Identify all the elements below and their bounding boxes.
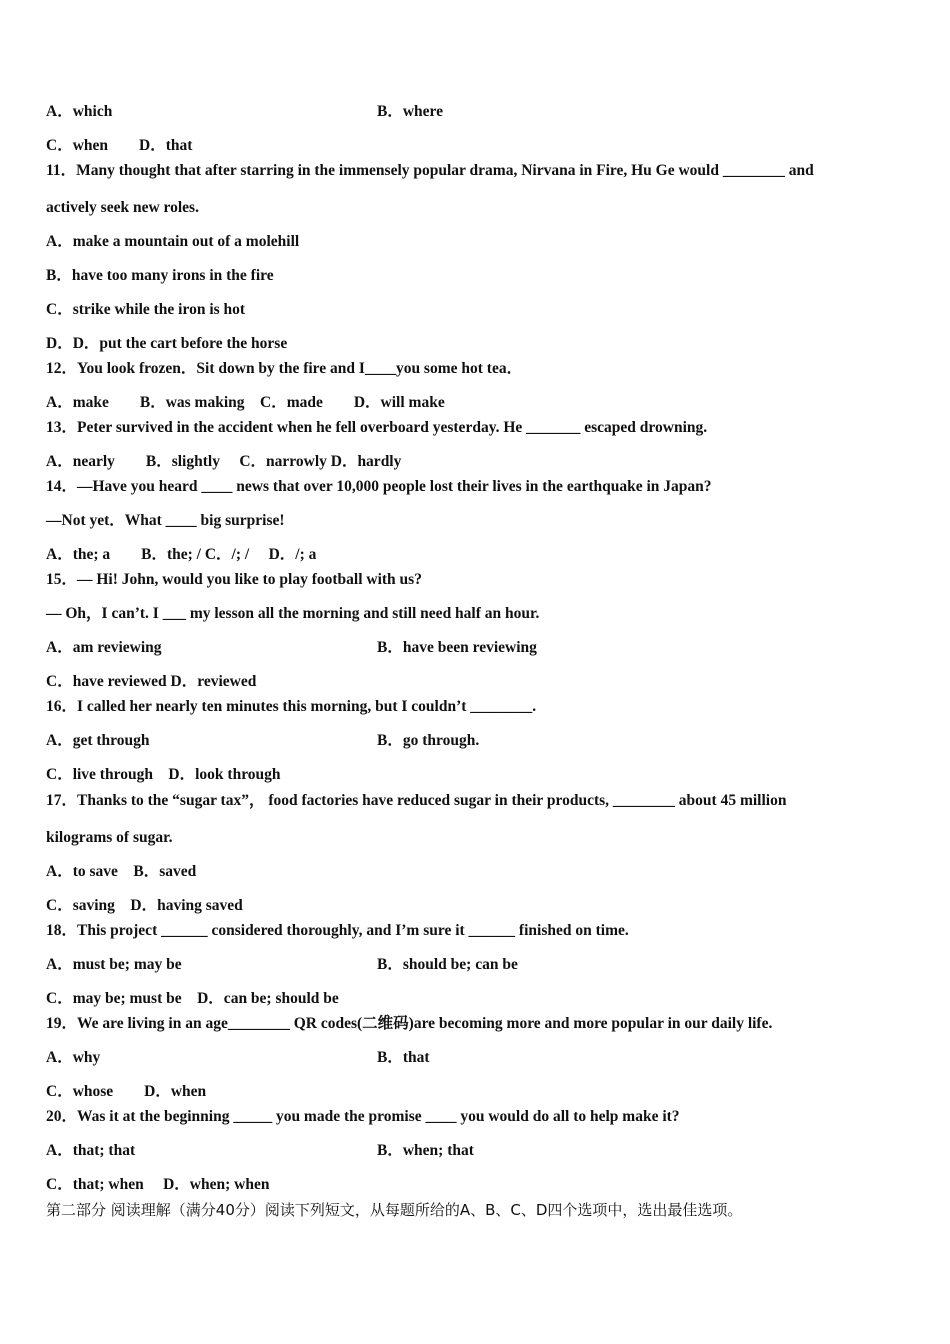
question-line [46,765,281,785]
line-text: C．have reviewed D．reviewed [46,673,257,690]
line-text: 13．Peter survived in the accident when he fell overboard yesterday. He _______ escaped drowning. [46,419,708,436]
option-right: B．that [377,1049,430,1066]
question-line [46,136,192,156]
question-line [46,921,629,941]
question-line [46,955,518,975]
line-text: 16．I called her nearly ten minutes this morning, but I couldn’t ________. [46,698,537,715]
line-text: 15．— Hi! John, would you like to play football with us? [46,571,422,588]
line-text: C．when D．that [46,137,193,154]
line-text: 11．Many thought that after starring in the immensely popular drama, Nirvana in Fire, Hu Ge would ________ and [46,162,814,179]
line-text: C．may be; must be D．can be; should be [46,990,339,1007]
line-text: A．make B．was making C．made D．will make [46,394,445,411]
option-right: B．should be; can be [377,956,518,973]
question-line [46,828,172,848]
question-line [46,1175,269,1195]
question-line [46,862,196,882]
line-text: 18．This project ______ considered thoroughly, and I’m sure it ______ finished on time. [46,922,629,939]
line-text: A．am reviewing [46,639,162,656]
question-line [46,604,539,624]
question-line [46,393,445,413]
question-line [46,511,285,531]
line-text: C．strike while the iron is hot [46,301,246,318]
line-text: D．D．put the cart before the horse [46,335,288,352]
option-right: B．when; that [377,1142,474,1159]
question-line [46,418,707,438]
question-line [46,334,287,354]
question-line [46,1014,772,1034]
option-right: B．where [377,103,444,120]
question-line [46,1141,474,1161]
question-line [46,731,480,751]
line-text: 12．You look frozen．Sit down by the fire and I____you some hot tea． [46,360,523,377]
line-text: C．whose D．when [46,1083,207,1100]
line-text: C．saving D．having saved [46,897,243,914]
question-line [46,791,786,811]
line-text: —Not yet．What ____ big surprise! [46,512,285,529]
line-text: A．make a mountain out of a molehill [46,233,300,250]
line-text: A．which [46,103,113,120]
question-line [46,161,814,181]
line-text: — Oh，I can’t. I ___ my lesson all the morning and still need half an hour. [46,605,540,622]
line-text: A．that; that [46,1142,136,1159]
question-line [46,477,712,497]
line-text: kilograms of sugar. [46,829,173,846]
line-text: C．that; when D．when; when [46,1176,270,1193]
question-line [46,1082,206,1102]
question-line [46,672,256,692]
line-text: A．why [46,1049,101,1066]
question-line [46,1048,430,1068]
question-line [46,266,274,286]
question-line [46,452,401,472]
question-line [46,359,522,379]
line-text: C．live through D．look through [46,766,281,783]
question-line [46,697,536,717]
section-heading [46,1200,742,1220]
line-text: A．must be; may be [46,956,182,973]
option-right: B．go through. [377,732,480,749]
question-line [46,1107,680,1127]
option-right: B．have been reviewing [377,639,537,656]
question-line [46,896,243,916]
line-text: 第二部分 阅读理解（满分40分）阅读下列短文，从每题所给的A、B、C、D四个选项中，选出最佳选项。 [46,1201,743,1219]
question-line [46,989,339,1009]
line-text: 20．Was it at the beginning _____ you made the promise ____ you would do all to help make it? [46,1108,680,1125]
line-text: A．the; a B．the; / C．/; / D．/; a [46,546,317,563]
line-text: A．get through [46,732,150,749]
line-text: 14．—Have you heard ____ news that over 10,000 people lost their lives in the earthquake in Japan? [46,478,712,495]
question-line [46,198,199,218]
question-line [46,638,537,658]
line-text: actively seek new roles. [46,199,199,216]
line-text: A．to save B．saved [46,863,197,880]
question-line [46,102,444,122]
line-text: 17．Thanks to the “sugar tax”， food factories have reduced sugar in their products, ________ about 45 million [46,792,787,809]
question-line [46,545,316,565]
line-text: B．have too many irons in the fire [46,267,274,284]
question-line [46,300,245,320]
question-line [46,570,422,590]
question-line [46,232,299,252]
line-text: 19．We are living in an age________ QR codes(二维码)are becoming more and more popular in our daily life. [46,1015,773,1032]
line-text: A．nearly B．slightly C．narrowly D．hardly [46,453,402,470]
